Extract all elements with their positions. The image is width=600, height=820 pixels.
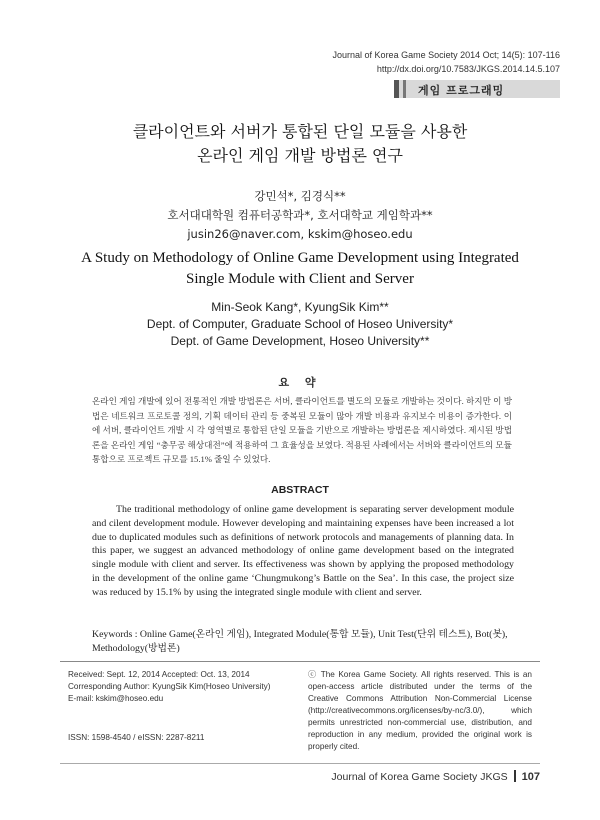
korean-title-line: 온라인 게임 개발 방법론 연구 [197, 146, 403, 165]
category-banner [394, 80, 560, 98]
corresponding-email[interactable]: E-mail: kskim@hoseo.edu [68, 694, 164, 703]
english-affiliation: Dept. of Game Development, Hoseo University** [170, 334, 430, 348]
submission-info [68, 669, 298, 705]
english-author-block [60, 299, 540, 350]
korean-affiliations: 호서대대학원 컴퓨터공학과*, 호서대학교 게임학과** [167, 208, 433, 222]
keywords-label: Keywords [92, 629, 133, 640]
abstract-text: The traditional methodology of online game development is separating server development module and cilent development module. However developing and maintaining expenses have been increased a lot due to duplicated modules such as definitions of network protocols and managements of planning data. In this paper, we suggest an advanced methodology of online game development based on the integrated single module with client and server. Its effectiveness was shown by applying the proposed methodology in the development of the online game ‘Chungmukong’s Battle on the Sea’. In this case, the project size was reduced by 15.1% by using the integrated single module with client and server. [92, 504, 514, 598]
english-affiliation: Dept. of Computer, Graduate School of Hoseo University* [146, 317, 454, 331]
korean-abstract-text: 온라인 게임 개발에 있어 전통적인 개발 방법론은 서버, 클라이언트를 별도의 모듈로 개발하는 것이다. 하지만 이 방법은 네트워크 프로토콜 정의, 기획 데이터 관리 등 중복된 모듈이 많아 개발 비용과 유지보수 비용이 증가한다. 이에 서버, 클라이언트 개발 시 각 영역별로 통합된 단일 모듈을 기반으로 개발하는 방법론을 제시하였다. 제시된 방법론을 온라인 게임 “충무공 해상대전”에 적용하여 그 효율성을 보였다. 적용된 사례에서는 서버와 클라이언트의 모듈 통합으로 프로젝트 규모를 15.1% 줄일 수 있었다. [92, 396, 512, 464]
banner-stripe [394, 80, 399, 98]
keywords [92, 628, 522, 656]
category-label: 게임 프로그래밍 [418, 84, 505, 97]
english-title-line: Single Module with Client and Server [186, 271, 414, 287]
author-emails[interactable]: jusin26@naver.com, kskim@hoseo.edu [187, 227, 413, 241]
footer-journal: Journal of Korea Game Society JKGS [331, 771, 508, 783]
issn: ISSN: 1598-4540 / eISSN: 2287-8211 [68, 733, 205, 742]
footer-separator [514, 770, 516, 782]
footer-divider [60, 661, 540, 662]
english-title [40, 248, 560, 290]
doi-link[interactable]: http://dx.doi.org/10.7583/JKGS.2014.14.5.107 [376, 64, 560, 74]
corresponding-author: Corresponding Author: KyungSik Kim(Hoseo University) [68, 682, 271, 691]
keywords-separator: : [132, 629, 140, 640]
korean-author-block [60, 187, 540, 244]
banner-stripe [403, 80, 406, 98]
english-title-line: A Study on Methodology of Online Game Development using Integrated [81, 250, 519, 266]
abstract-heading: ABSTRACT [271, 484, 329, 496]
korean-title [60, 120, 540, 168]
received-accepted: Received: Sept. 12, 2014 Accepted: Oct. 13, 2014 [68, 670, 250, 679]
korean-authors: 강민석*, 김경식** [254, 189, 346, 203]
korean-title-line: 클라이언트와 서버가 통합된 단일 모듈을 사용한 [132, 122, 468, 141]
page-footer [331, 770, 540, 783]
keywords-text: Online Game(온라인 게임), Integrated Module(통합 모듈), Unit Test(단위 테스트), Bot(봇), Methodology(방법론) [92, 629, 508, 654]
page-footer-divider [60, 763, 540, 764]
english-authors: Min-Seok Kang*, KyungSik Kim** [211, 300, 389, 314]
journal-citation: Journal of Korea Game Society 2014 Oct; 14(5): 107-116 [332, 50, 560, 60]
page-number: 107 [521, 771, 540, 783]
korean-abstract-heading: 요 약 [278, 376, 322, 389]
license-notice: ⓒ The Korea Game Society. All rights reserved. This is an open-access article distributed under the terms of the Creative Commons Attribution Non-Commercial License (http://creativecommons.org/licenses/by-nc/3.0/), which permits unrestricted non-commercial use, distribution, and reproduction in any medium, provided the original work is properly cited. [308, 670, 532, 751]
